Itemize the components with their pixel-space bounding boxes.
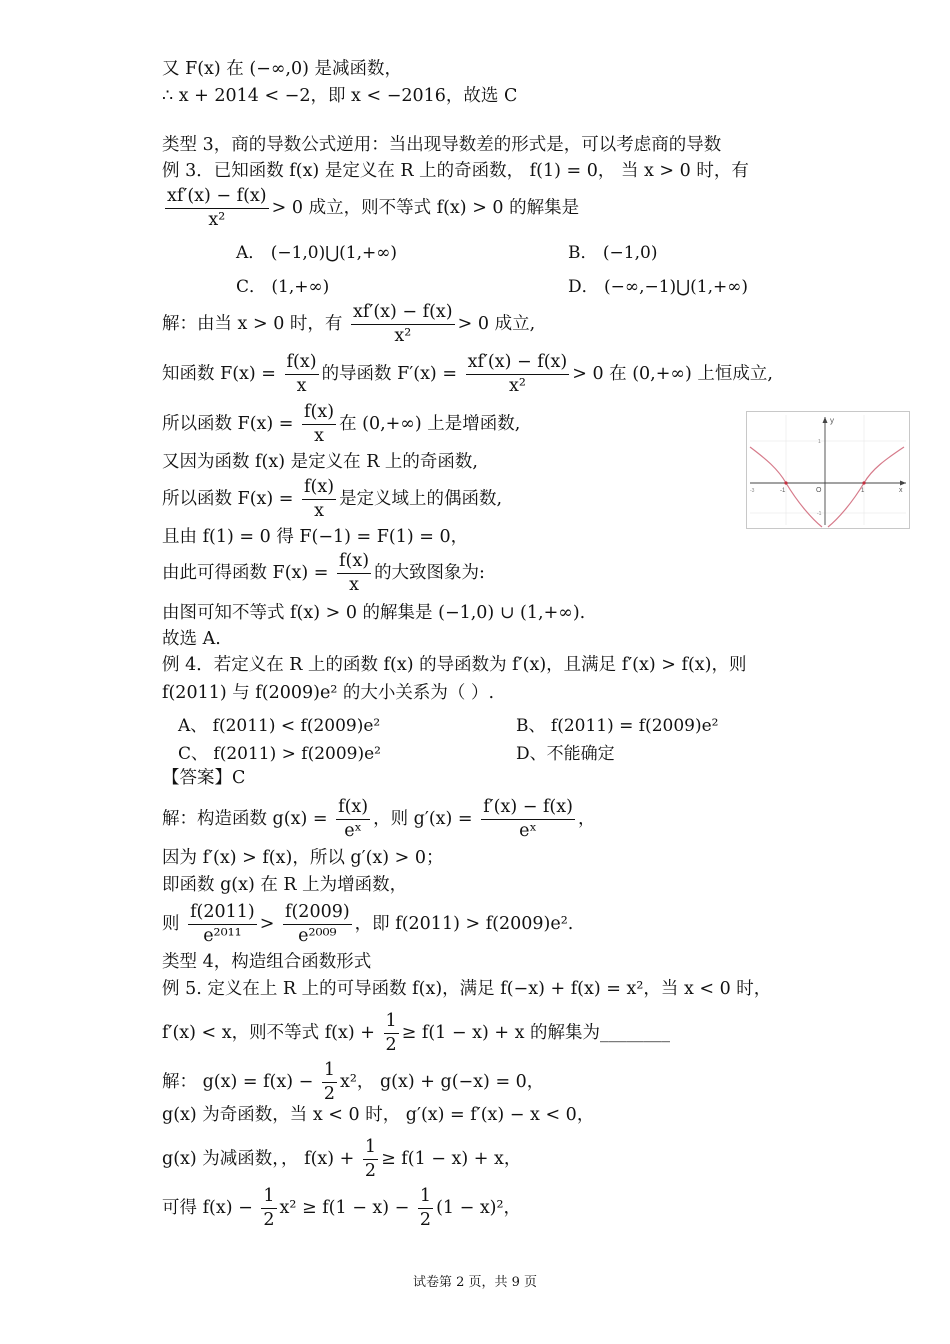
fraction: $\frac{f(x)}{x}$	[304, 477, 335, 521]
fraction: $\frac{f'(x) - f(x)}{\text{eˣ}}$	[483, 797, 573, 841]
option-d: D、不能确定	[516, 744, 615, 764]
example-statement: $\frac{xf'(x) - f(x)}{\text{x²}}$ > 0 成立，则不等式 f(x) > 0 的解集是	[167, 186, 580, 230]
option-a: A． (−1,0)⋃(1,+∞)	[236, 243, 398, 263]
tick-label: -3	[750, 488, 755, 494]
section-heading: 类型 4，构造组合函数形式	[162, 952, 372, 972]
fraction: $\frac{xf'(x) - f(x)}{\text{x²}}$	[353, 302, 453, 346]
example-statement: 例 4．若定义在 R 上的函数 f(x) 的导函数为 f′(x)，且满足 f′(x) > f(x)，则	[162, 655, 747, 675]
option-c: C、 f(2011) > f(2009)e²	[178, 744, 381, 764]
solution-line: 所以函数 F(x) = $\frac{f(x)}{x}$ 是定义域上的偶函数,	[162, 477, 503, 521]
tick-label: 1	[861, 488, 865, 494]
origin-label: O	[816, 487, 822, 494]
solution-line: 故选 A.	[162, 629, 221, 649]
solution-line: 解： g(x) = f(x) − $\frac{1}{2}$ x²， g(x) + g(−x) = 0，	[162, 1060, 545, 1104]
fraction: $\frac{1}{2}$	[263, 1186, 275, 1230]
tick-label: -1	[780, 488, 786, 494]
solution-line: 知函数 F(x) = $\frac{f(x)}{x}$ 的导函数 F′(x) = $\frac{xf'(x) - f(x)}{\text{x²}}$ > 0 在 (0,+∞) 上恒成立,	[162, 352, 773, 396]
function-graph	[746, 411, 910, 529]
solution-line: 所以函数 F(x) = $\frac{f(x)}{x}$ 在 (0,+∞) 上是增函数,	[162, 402, 521, 446]
fraction: $\frac{f(2011)}{\text{e²⁰¹¹}}$	[190, 902, 255, 946]
fraction: $\frac{f(x)}{x}$	[304, 402, 335, 446]
text-line: 又 F(x) 在 (−∞,0) 是减函数，	[162, 59, 403, 79]
fraction: $\frac{1}{2}$	[323, 1060, 336, 1104]
fraction: $\frac{xf'(x) - f(x)}{\text{x²}}$	[467, 352, 568, 396]
fraction: $\frac{1}{2}$	[364, 1137, 377, 1181]
fraction: $\frac{1}{2}$	[419, 1186, 432, 1230]
solution-line: 且由 f(1) = 0 得 F(−1) = F(1) = 0，	[162, 527, 469, 547]
solution-line: 可得 f(x) − $\frac{1}{2}$ x² ≥ f(1 − x) − $\frac{1}{2}$ (1 − x)²，	[162, 1186, 522, 1230]
graph-border	[747, 412, 910, 529]
solution-line: 解：构造函数 g(x) = $\frac{f(x)}{\text{eˣ}}$ ，则 g′(x) = $\frac{f'(x) - f(x)}{\text{eˣ}}$ ，	[162, 797, 596, 841]
solution-line: 则 $\frac{f(2011)}{\text{e²⁰¹¹}}$ > $\frac{f(2009)}{\text{e²⁰⁰⁹}}$ ，即 f(2011) > f(2009)e².	[162, 902, 574, 946]
page-footer: 试卷第 2 页，共 9 页	[412, 1275, 538, 1290]
zero-point	[784, 481, 787, 484]
solution-line: 又因为函数 f(x) 是定义在 R 上的奇函数,	[162, 452, 478, 472]
section-heading: 类型 3，商的导数公式逆用：当出现导数差的形式是，可以考虑商的导数	[162, 135, 722, 155]
example-statement: f′(x) < x，则不等式 f(x) + $\frac{1}{2}$ ≥ f(1 − x) + x 的解集为________	[162, 1011, 671, 1055]
solution-line: 因为 f′(x) > f(x)，所以 g′(x) > 0；	[162, 848, 444, 868]
fraction: $\frac{f(x)}{x}$	[339, 551, 370, 595]
solution-line: 由此可得函数 F(x) = $\frac{f(x)}{x}$ 的大致图象为:	[162, 551, 485, 595]
solution-line: 即函数 g(x) 在 R 上为增函数，	[162, 875, 408, 895]
fraction: $\frac{f(x)}{\text{eˣ}}$	[338, 797, 369, 841]
option-a: A、 f(2011) < f(2009)e²	[178, 716, 381, 736]
example-statement: 例 3．已知函数 f(x) 是定义在 R 上的奇函数， f(1) = 0， 当 x > 0 时，有	[162, 161, 749, 181]
tick-label: 1	[818, 439, 821, 445]
example-statement: 例 5. 定义在上 R 上的可导函数 f(x)，满足 f(−x) + f(x) = x²，当 x < 0 时，	[162, 979, 772, 999]
fraction: $\frac{f(x)}{x}$	[286, 352, 317, 396]
fraction: $\frac{xf'(x) - f(x)}{\text{x²}}$	[167, 186, 267, 230]
zero-point	[862, 481, 865, 484]
solution-line: 由图可知不等式 f(x) > 0 的解集是 (−1,0) ∪ (1,+∞).	[162, 603, 586, 623]
tick-label: -1	[817, 511, 822, 517]
option-b: B、 f(2011) = f(2009)e²	[516, 716, 719, 736]
option-c: C． (1,+∞)	[236, 277, 330, 297]
option-d: D． (−∞,−1)⋃(1,+∞)	[568, 277, 749, 297]
solution-line: g(x) 为奇函数，当 x < 0 时， g′(x) = f′(x) − x < 0，	[162, 1105, 595, 1125]
fraction: $\frac{f(2009)}{\text{e²⁰⁰⁹}}$	[285, 902, 350, 946]
solution-line: 解：由当 x > 0 时，有 $\frac{xf'(x) - f(x)}{\text{x²}}$ > 0 成立,	[162, 302, 536, 346]
solution-line: g(x) 为减函数，， f(x) + $\frac{1}{2}$ ≥ f(1 − x) + x，	[162, 1137, 522, 1181]
example-statement: f(2011) 与 f(2009)e² 的大小关系为（ ）.	[162, 683, 495, 703]
y-axis-label: y	[830, 416, 834, 425]
fraction: $\frac{1}{2}$	[385, 1011, 397, 1055]
option-b: B． (−1,0)	[568, 243, 658, 263]
answer-label: 【答案】C	[162, 768, 246, 788]
text-line: ∴ x + 2014 < −2，即 x < −2016，故选 C	[162, 86, 518, 106]
x-axis-label: x	[899, 487, 903, 494]
